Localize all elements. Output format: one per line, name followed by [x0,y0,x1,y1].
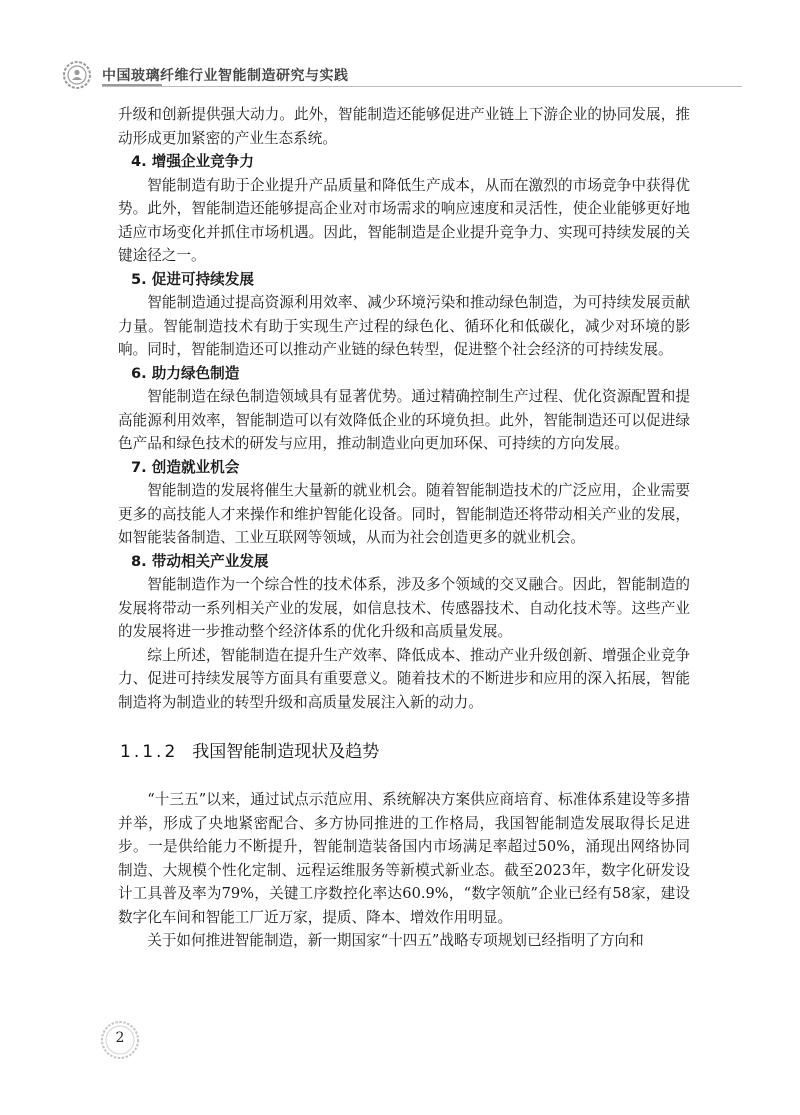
paragraph: “十三五”以来，通过试点示范应用、系统解决方案供应商培育、标准体系建设等多措并举，形成了央地紧密配合、多方协同推进的工作格局，我国智能制造发展取得长足进步。一是供给能力不断提升，智能制造装备国内市场满足率超过50%，涌现出网络协同制造、大规模个性化定制、远程运维服务等新模式新业态。截至2023年，数字化研发设计工具普及率为79%，关键工序数控化率达60.9%，“数字领航”企业已经有58家，建设数字化车间和智能工厂近万家，提质、降本、增效作用明显。 [118,791,690,926]
paragraph: 综上所述，智能制造在提升生产效率、降低成本、推动产业升级创新、增强企业竞争力、促进可持续发展等方面具有重要意义。随着技术的不断进步和应用的深入拓展，智能制造将为制造业的转型升级和高质量发展注入新的动力。 [118,646,690,711]
section-title: 我国智能制造现状及趋势 [192,742,380,762]
paragraph: 智能制造在绿色制造领域具有显著优势。通过精确控制生产过程、优化资源配置和提高能源利用效率，智能制造可以有效降低企业的环境负担。此外，智能制造还可以促进绿色产品和绿色技术的研发与应用，推动制造业向更加环保、可持续的方向发展。 [118,388,690,452]
page-body [118,103,690,953]
subheading: 5. 促进可持续发展 [131,270,254,288]
paragraph: 升级和创新提供强大动力。此外，智能制造还能够促进产业链上下游企业的协同发展，推动形成更加紧密的产业生态系统。 [118,106,690,147]
page-number: 2 [115,1030,125,1046]
header-rule [102,86,742,87]
subheading: 4. 增强企业竞争力 [131,153,254,170]
paragraph: 关于如何推进智能制造，新一期国家“十四五”战略专项规划已经指明了方向和 [147,932,644,949]
subheading: 7. 创造就业机会 [131,458,240,476]
section-heading [120,740,690,764]
running-header [62,60,742,92]
subheading: 8. 带动相关产业发展 [131,552,269,570]
paragraph: 智能制造有助于企业提升产品质量和降低生产成本，从而在激烈的市场竞争中获得优势。此外，智能制造还能够提高企业对市场需求的响应速度和灵活性，使企业能够更好地适应市场变化并抓住市场机遇。因此，智能制造是企业提升竞争力、实现可持续发展的关键途径之一。 [118,176,690,264]
section-number: 1.1.2 [120,742,179,762]
book-logo-icon [62,60,92,90]
header-title: 中国玻璃纤维行业智能制造研究与实践 [102,68,349,84]
paragraph: 智能制造作为一个综合性的技术体系，涉及多个领域的交叉融合。因此，智能制造的发展将带动一系列相关产业的发展，如信息技术、传感器技术、自动化技术等。这些产业的发展将进一步推动整个经济体系的优化升级和高质量发展。 [118,576,690,640]
paragraph: 智能制造通过提高资源利用效率、减少环境污染和推动绿色制造，为可持续发展贡献力量。智能制造技术有助于实现生产过程的绿色化、循环化和低碳化，减少对环境的影响。同时，智能制造还可以推动产业链的绿色转型，促进整个社会经济的可持续发展。 [118,294,690,358]
subheading: 6. 助力绿色制造 [131,364,240,382]
paragraph: 智能制造的发展将催生大量新的就业机会。随着智能制造技术的广泛应用，企业需要更多的高技能人才来操作和维护智能化设备。同时，智能制造还将带动相关产业的发展，如智能装备制造、工业互联网等领域，从而为社会创造更多的就业机会。 [118,482,690,546]
